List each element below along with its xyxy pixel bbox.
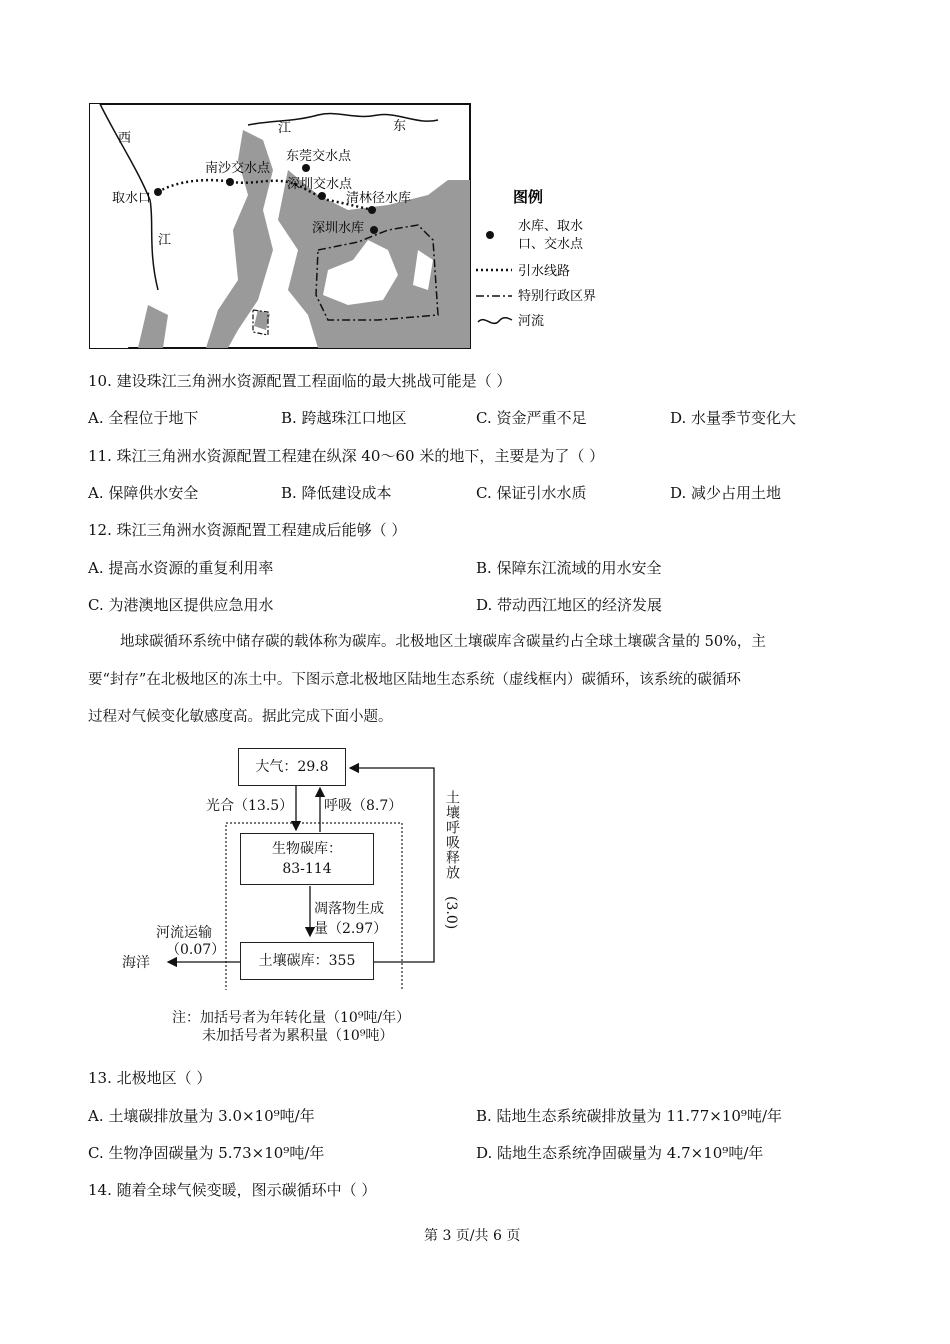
dot-dongguan	[302, 164, 310, 172]
q12-option-a: A. 提高水资源的重复利用率	[88, 559, 274, 577]
soil-respiration-label: 土壤呼吸释放	[444, 790, 460, 880]
q11-option-b: B. 降低建设成本	[281, 484, 392, 502]
q13-option-d: D. 陆地生态系统净固碳量为 4.7×10⁹吨/年	[476, 1144, 764, 1162]
dot-shenzhen-res	[370, 226, 378, 234]
river-label-1: 河流运输	[156, 925, 212, 941]
legend-dot-line1: 水库、取水	[518, 219, 584, 234]
label-xi: 西	[118, 131, 132, 146]
litter-label-2: 量（2.97）	[314, 921, 388, 937]
q10-option-c: C. 资金严重不足	[476, 409, 587, 427]
question-14-stem: 14. 随着全球气候变暖，图示碳循环中（ ）	[88, 1181, 377, 1199]
river-label-2: （0.07）	[166, 942, 226, 958]
q10-option-b: B. 跨越珠江口地区	[281, 409, 407, 427]
photosynthesis-label: 光合（13.5）	[206, 798, 294, 814]
note-line-1: 注：加括号者为年转化量（10⁹吨/年）	[172, 1010, 411, 1026]
dot-nansha	[226, 178, 234, 186]
legend-title: 图例	[513, 188, 544, 206]
label-qushuikou: 取水口	[112, 191, 152, 206]
q13-option-a: A. 土壤碳排放量为 3.0×10⁹吨/年	[88, 1107, 315, 1125]
label-dong: 东	[393, 119, 407, 134]
legend-river: 河流	[518, 314, 545, 329]
q12-option-c: C. 为港澳地区提供应急用水	[88, 596, 274, 614]
label-nansha: 南沙交水点	[205, 161, 271, 176]
question-12-stem: 12. 珠江三角洲水资源配置工程建成后能够（ ）	[88, 521, 407, 539]
q11-option-d: D. 减少占用土地	[670, 484, 782, 502]
atmosphere-label: 大气：29.8	[255, 759, 329, 775]
label-shenzhen-jiao: 深圳交水点	[287, 177, 353, 192]
label-qinglin: 清林径水库	[346, 191, 412, 206]
bio-label-2: 83-114	[282, 861, 332, 877]
ocean-label: 海洋	[122, 955, 150, 971]
label-jiang-top: 江	[278, 121, 292, 136]
litter-label-1: 凋落物生成	[314, 901, 384, 917]
respiration-label: 呼吸（8.7）	[324, 798, 403, 814]
legend-dot-line2: 口、交水点	[518, 237, 584, 252]
label-dongguan: 东莞交水点	[286, 149, 352, 164]
q11-option-a: A. 保障供水安全	[88, 484, 199, 502]
bio-carbon-box	[240, 833, 374, 885]
dot-shenzhen-jiao	[318, 192, 326, 200]
passage-line-1: 地球碳循环系统中储存碳的载体称为碳库。北极地区土壤碳库含碳量约占全球土壤碳含量的 50%，主	[120, 634, 766, 650]
legend-river-icon	[478, 318, 512, 324]
water-map	[88, 100, 618, 352]
note-line-2: 未加括号者为累积量（10⁹吨）	[202, 1028, 394, 1044]
legend-dot-icon	[486, 231, 494, 239]
label-shenzhen-res: 深圳水库	[312, 221, 365, 236]
passage-line-2: 要“封存”在北极地区的冻土中。下图示意北极地区陆地生态系统（虚线框内）碳循环，该系统的碳循环	[88, 672, 741, 688]
soil-respiration-value: (3.0)	[443, 896, 459, 930]
q13-option-b: B. 陆地生态系统碳排放量为 11.77×10⁹吨/年	[476, 1107, 782, 1125]
q11-option-c: C. 保证引水水质	[476, 484, 587, 502]
dot-qushuikou	[154, 188, 162, 196]
q10-option-d: D. 水量季节变化大	[670, 409, 797, 427]
q13-option-c: C. 生物净固碳量为 5.73×10⁹吨/年	[88, 1144, 325, 1162]
q12-option-b: B. 保障东江流域的用水安全	[476, 559, 662, 577]
question-10-stem: 10. 建设珠江三角洲水资源配置工程面临的最大挑战可能是（ ）	[88, 372, 512, 390]
soil-label: 土壤碳库：355	[258, 953, 356, 969]
bio-label-1: 生物碳库：	[272, 841, 342, 857]
passage-line-3: 过程对气候变化敏感度高。据此完成下面小题。	[88, 709, 393, 725]
legend-border: 特别行政区界	[518, 289, 597, 304]
label-jiang-left: 江	[158, 233, 172, 248]
q10-option-a: A. 全程位于地下	[88, 409, 199, 427]
soil-carbon-box	[240, 942, 374, 980]
legend-route: 引水线路	[518, 264, 571, 279]
question-11-stem: 11. 珠江三角洲水资源配置工程建在纵深 40～60 米的地下，主要是为了（ ）	[88, 447, 605, 465]
atmosphere-box	[238, 748, 346, 786]
q12-option-d: D. 带动西江地区的经济发展	[476, 596, 663, 614]
page-footer: 第 3 页/共 6 页	[424, 1228, 521, 1244]
question-13-stem: 13. 北极地区（ ）	[88, 1069, 212, 1087]
dot-qinglin	[368, 206, 376, 214]
